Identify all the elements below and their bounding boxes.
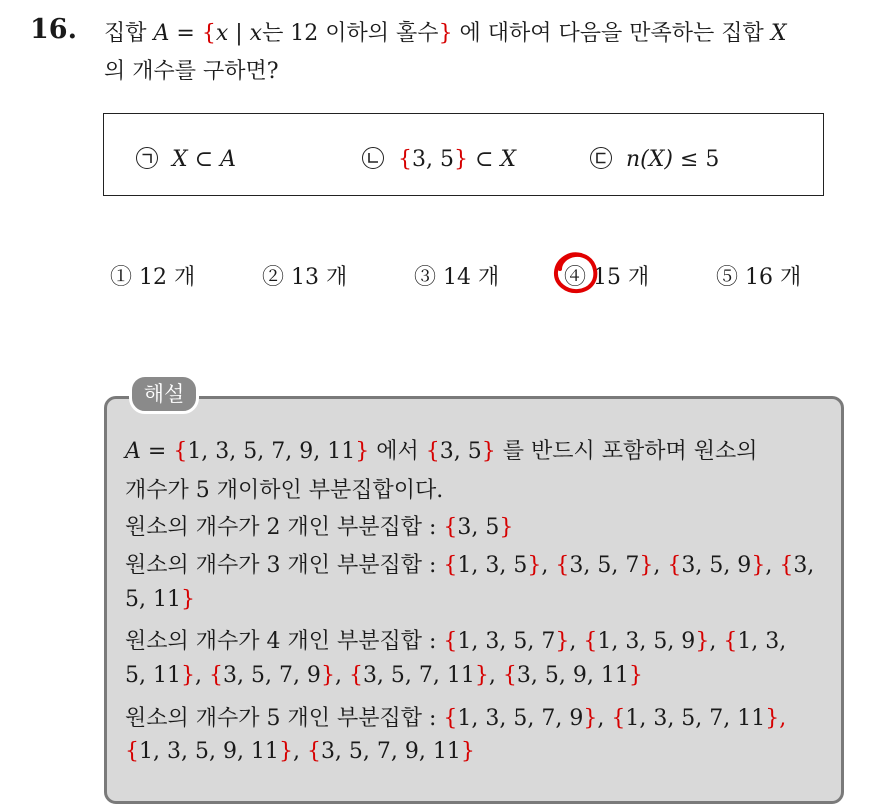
- choice-3-number: ③: [414, 265, 437, 290]
- choice-5[interactable]: [716, 260, 801, 291]
- choice-1-number: ①: [110, 265, 133, 290]
- solution-line-4: 원소의 개수가 3 개인 부분집합 : {1, 3, 5}, {3, 5, 7}, {3, 5, 9}, {3,: [125, 553, 815, 578]
- question-number: 16.: [30, 14, 77, 45]
- choice-2[interactable]: [262, 260, 347, 291]
- question-line-2: 의 개수를 구하면?: [104, 59, 279, 84]
- choice-2-number: ②: [262, 265, 285, 290]
- solution-line-1: A = {1, 3, 5, 7, 9, 11} 에서 {3, 5} 를 반드시 포함하며 원소의: [125, 439, 758, 464]
- question-line-1: 집합 A = {x | x는 12 이하의 홀수} 에 대하여 다음을 만족하는 집합 X: [104, 21, 787, 46]
- solution-line-3: 원소의 개수가 2 개인 부분집합 : {3, 5}: [125, 515, 514, 540]
- condition-1: X ⊂ A: [136, 147, 236, 172]
- choice-5-number: ⑤: [716, 265, 739, 290]
- circled-giyeok-icon: [136, 147, 158, 169]
- choice-5-text: 16 개: [745, 265, 802, 290]
- choice-1[interactable]: [110, 260, 195, 291]
- choice-1-text: 12 개: [139, 265, 196, 290]
- solution-line-8: 원소의 개수가 5 개인 부분집합 : {1, 3, 5, 7, 9}, {1, 3, 5, 7, 11},: [125, 706, 787, 731]
- circled-nieun-icon: [362, 147, 384, 169]
- choice-4-number: ④: [564, 265, 587, 290]
- solution-line-7: 5, 11}, {3, 5, 7, 9}, {3, 5, 7, 11}, {3, 5, 9, 11}: [125, 663, 643, 688]
- conditions-box: [103, 113, 824, 196]
- choice-2-text: 13 개: [291, 265, 348, 290]
- solution-line-9: {1, 3, 5, 9, 11}, {3, 5, 7, 9, 11}: [125, 739, 475, 764]
- choice-4-text: 15 개: [593, 265, 650, 290]
- answer-circle-mark: [551, 250, 601, 296]
- solution-tag: 해설: [129, 374, 199, 414]
- condition-3: n(X) ≤ 5: [590, 147, 719, 172]
- solution-line-6: 원소의 개수가 4 개인 부분집합 : {1, 3, 5, 7}, {1, 3, 5, 9}, {1, 3,: [125, 629, 787, 654]
- choice-3[interactable]: [414, 260, 499, 291]
- solution-line-5: 5, 11}: [125, 587, 195, 612]
- choice-3-text: 14 개: [443, 265, 500, 290]
- solution-line-2: 개수가 5 개이하인 부분집합이다.: [125, 478, 444, 503]
- condition-2: {3, 5} ⊂ X: [362, 147, 516, 172]
- circled-digeut-icon: [590, 147, 612, 169]
